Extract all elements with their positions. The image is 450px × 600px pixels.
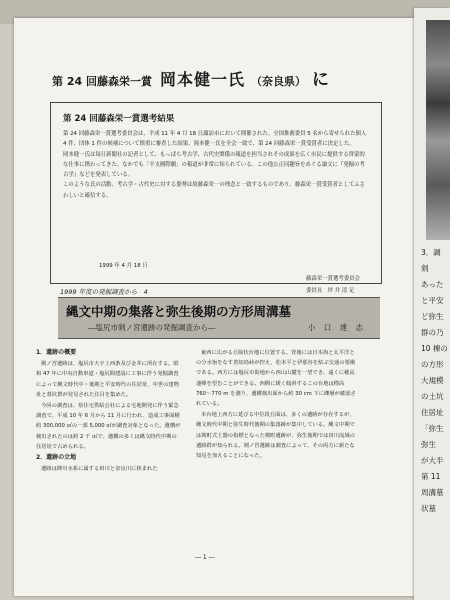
series-label: 1999 年度の発掘調査から 4 bbox=[60, 288, 148, 296]
selection-result-body bbox=[63, 129, 369, 201]
adjacent-page-line: ど弥生 bbox=[421, 312, 444, 321]
adjacent-page-line: 第 11 bbox=[421, 472, 441, 481]
body-paragraph: 今回の調査は、県住宅供給公社による宅地開発に伴う緊急調査で、平成 10 年 6 月から 11 月に行われ、造成工事面積約 300,000 ㎡の一部 5,000 ㎡が調査対象となった。遺構が検出されたのは約 2 千 ㎡で、遺構の多くは縄文時代中期の住居址で占められる。 bbox=[36, 403, 181, 450]
adjacent-page-line: 大規模 bbox=[421, 376, 444, 385]
page-number: ― 1 ― bbox=[195, 554, 215, 561]
adjacent-page-line: 周溝墓 bbox=[421, 488, 444, 497]
article-author: 小 口 達 志 bbox=[307, 323, 366, 332]
award-headline bbox=[52, 65, 402, 90]
adjacent-page bbox=[414, 8, 450, 600]
article-subtitle: ―塩尻市剣ノ宮遺跡の発掘調査から― bbox=[88, 323, 216, 332]
body-paragraph: 東西に広がる丘陵状台地に位置する。背後には日本海と太平洋との分水嶺をなす善知鳥峠が控え、松本平と伊那谷を結ぶ交通の要衝である。西方には塩尻市街地から西山山麓を一望でき、遠くに穂高連峰を望むことができる。西側に緩く傾斜するこの台地は標高 760～770 m を測り、遺構検出面から約 30 cm 下に礫層が確認されている。 bbox=[196, 350, 356, 408]
body-paragraph: 本台地上西方に延びる中位段丘面は、多くの遺跡が存在するが、縄文時代中期と弥生時代後期の集落跡が集中している。縄文中期では剣町式土器の指標となった剣町遺跡が、弥生後期では田川流域の遺跡群が知られる。剣ノ宮遺跡は調査によって、その両方に新たな知見を加えることになった。 bbox=[196, 412, 355, 460]
adjacent-page-line: 住居址 bbox=[421, 408, 444, 417]
adjacent-page-line: 3．調 bbox=[421, 248, 441, 257]
headline-award-name: 第 24 回藤森栄一賞 bbox=[52, 75, 152, 88]
body-paragraph: 遺跡は陣川水系に属する田川と奈良川に挟まれた bbox=[41, 466, 158, 473]
headline-recipient: 岡本健一氏 bbox=[159, 70, 245, 89]
selection-result-date: 1999 年 4 月 18 日 bbox=[99, 263, 148, 269]
adjacent-page-line: が大半 bbox=[421, 456, 444, 465]
body-paragraph: 剣ノ宮遺跡は、塩尻市大字上西条及び金井に所在する。昭和 47 年に中央自動車道・塩尻間建設に工事に伴う発掘調査によって縄文時代中・後期と平安時代の住居址、中世の建物址と墓坑群が発見された注目を集めた。 bbox=[36, 361, 180, 398]
adjacent-page-line: 状墓 bbox=[421, 504, 436, 513]
adjacent-page-line: の方形 bbox=[421, 360, 444, 369]
adjacent-page-line: 弥生 bbox=[421, 440, 436, 449]
result-paragraph: 岡本健一氏は毎日新聞社の記者として、もっぱら考古学、古代史関係の報道を担当されその成果を広く市民に提供する啓蒙的な仕事に携わってきた。なかでも「平支國際劇」の報道が非常に知られている。この他公正同趣旨をめぐる論文に『発掘の考古学』などを発表している。 bbox=[63, 151, 365, 179]
section-heading: 2．遺跡の立地 bbox=[36, 454, 77, 462]
adjacent-page-photo bbox=[426, 20, 450, 240]
headline-particle: に bbox=[311, 70, 329, 90]
adjacent-page-line: 群の乃 bbox=[421, 328, 444, 337]
signature-organization: 藤森栄一賞選考委員会 bbox=[306, 276, 360, 282]
adjacent-page-line: と平安 bbox=[421, 296, 444, 305]
adjacent-page-line: の土坑 bbox=[421, 392, 444, 401]
article-title-band bbox=[58, 297, 380, 339]
headline-prefecture: （奈良県） bbox=[250, 75, 306, 88]
adjacent-page-line: 剣 bbox=[421, 264, 429, 273]
adjacent-page-line: 「弥生 bbox=[421, 424, 444, 433]
selection-result-title: 第 24 回藤森栄一賞選考結果 bbox=[63, 114, 175, 124]
signature-chair: 委員長 坪 井 清 足 bbox=[306, 288, 355, 294]
article-column-left bbox=[36, 348, 181, 475]
selection-signature bbox=[306, 273, 360, 297]
adjacent-page-line: 10 棟の bbox=[421, 344, 448, 353]
section-heading: 1．遺跡の概要 bbox=[36, 349, 77, 356]
article-column-right bbox=[196, 348, 356, 462]
article-title: 縄文中期の集落と弥生後期の方形周溝墓 bbox=[66, 304, 292, 319]
result-paragraph: このような氏の活動、考古学・古代史に対する姿勢は故藤森栄一の理念と一致するものであり、藤森栄一賞受賞者としてふさわしいと確信する。 bbox=[63, 182, 365, 199]
result-paragraph: 第 24 回藤森栄一賞選考委員会は、平成 11 年 4 月 18 日諏訪市において開催された。全国推薦委員 5 名から寄せられた個人 4 件、団体 1 件の候補について慎重に審査した結果、岡本健一氏を全会一致で、第 24 回藤森栄一賞受賞者に決定した。 bbox=[63, 131, 367, 148]
adjacent-page-line: あった bbox=[421, 280, 444, 289]
